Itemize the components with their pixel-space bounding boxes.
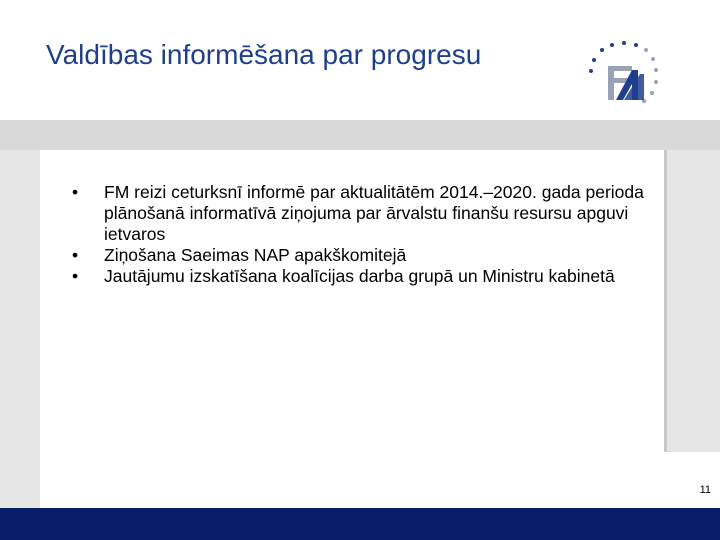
bullet-item (72, 245, 662, 266)
page-number: 11 (699, 484, 711, 496)
right-margin-strip (664, 150, 720, 452)
bullet-list (72, 182, 662, 287)
finance-ministry-logo (588, 40, 660, 108)
slide-header (0, 0, 720, 120)
header-band (0, 120, 720, 150)
bullet-text: FM reizi ceturksnī informē par aktualitātēm 2014.–2020. gada perioda plānošanā informatīvā ziņojuma par ārvalstu finanšu resursu apguvi ietvaros (104, 182, 644, 244)
content-shadow (664, 150, 667, 452)
bullet-marker: • (72, 245, 79, 265)
bullet-item (72, 182, 662, 245)
left-margin-strip (0, 150, 40, 508)
bullet-marker: • (72, 182, 79, 202)
content-area (40, 150, 664, 452)
bullet-text: Jautājumu izskatīšana koalīcijas darba grupā un Ministru kabinetā (104, 266, 615, 286)
slide-title: Valdības informēšana par progresu (46, 39, 482, 70)
footer-bar (0, 508, 720, 540)
bullet-marker: • (72, 266, 79, 286)
bullet-text: Ziņošana Saeimas NAP apakškomitejā (104, 245, 407, 265)
bullet-item (72, 266, 662, 287)
